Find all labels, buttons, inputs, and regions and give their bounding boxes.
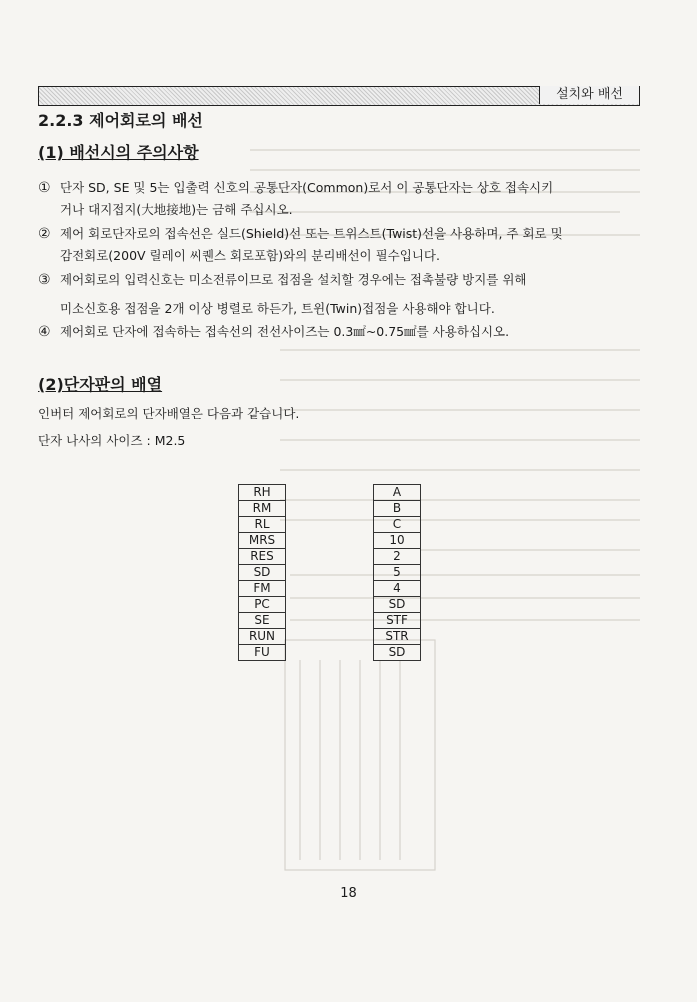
precaution-item-4 — [38, 322, 509, 340]
section-title: 2.2.3 제어회로의 배선 — [38, 111, 203, 130]
precaution-item-3 — [38, 270, 527, 288]
precaution-item-2 — [38, 224, 563, 242]
item-number: ④ — [38, 324, 51, 340]
terminal-block-right — [373, 484, 421, 661]
terminal-label: RL — [239, 517, 285, 533]
item-number: ① — [38, 180, 51, 196]
terminal-block-left — [238, 484, 286, 661]
terminal-label: PC — [239, 597, 285, 613]
item-number: ③ — [38, 272, 51, 288]
terminal-label: STF — [374, 613, 420, 629]
terminal-label: SD — [239, 565, 285, 581]
item-text: 제어 회로단자로의 접속선은 실드(Shield)선 또는 트위스트(Twist)선을 사용하며, 주 회로 및 — [60, 226, 563, 241]
terminal-label: A — [374, 485, 420, 501]
chapter-header-label: 설치와 배선 — [539, 86, 639, 104]
terminal-label: SD — [388, 645, 406, 659]
item-text: 제어회로의 입력신호는 미소전류이므로 접점을 설치할 경우에는 접촉불량 방지를 위해 — [60, 272, 527, 287]
terminal-label: SD — [374, 597, 420, 613]
terminal-label: 4 — [374, 581, 420, 597]
terminal-label: RH — [239, 485, 285, 501]
chapter-header-bar — [38, 86, 640, 106]
terminal-label: 2 — [374, 549, 420, 565]
terminal-label: FM — [239, 581, 285, 597]
page-number: 18 — [340, 886, 357, 901]
terminal-layout-description: 인버터 제어회로의 단자배열은 다음과 같습니다. — [38, 406, 300, 421]
terminal-label: SE — [239, 613, 285, 629]
precaution-item-1 — [38, 178, 553, 196]
precaution-item-2-cont: 감전회로(200V 릴레이 씨퀜스 회로포함)와의 분리배선이 필수입니다. — [60, 248, 440, 263]
precaution-item-3-cont: 미소신호용 접점을 2개 이상 병렬로 하든가, 트윈(Twin)접점을 사용해야 합니다. — [60, 301, 495, 316]
item-text: 단자 SD, SE 및 5는 입출력 신호의 공통단자(Common)로서 이 공통단자는 상호 접속시키 — [60, 180, 554, 195]
item-text: 제어회로 단자에 접속하는 접속선의 전선사이즈는 0.3㎟~0.75㎟를 사용하십시오. — [60, 324, 510, 339]
terminal-label: 5 — [374, 565, 420, 581]
terminal-label: C — [374, 517, 420, 533]
terminal-label: RM — [239, 501, 285, 517]
item-number: ② — [38, 226, 51, 242]
terminal-label: FU — [254, 645, 270, 659]
terminal-label: 10 — [374, 533, 420, 549]
terminal-layout-title: (2)단자판의 배열 — [38, 375, 163, 394]
precaution-item-1-cont: 거나 대지접지(大地接地)는 금해 주십시오. — [60, 202, 293, 217]
terminal-label: RES — [239, 549, 285, 565]
precautions-title: (1) 배선시의 주의사항 — [38, 143, 199, 162]
terminal-label: B — [374, 501, 420, 517]
terminal-label: MRS — [239, 533, 285, 549]
screw-size-note: 단자 나사의 사이즈 : M2.5 — [38, 433, 186, 448]
terminal-label: STR — [374, 629, 420, 645]
terminal-label: RUN — [239, 629, 285, 645]
